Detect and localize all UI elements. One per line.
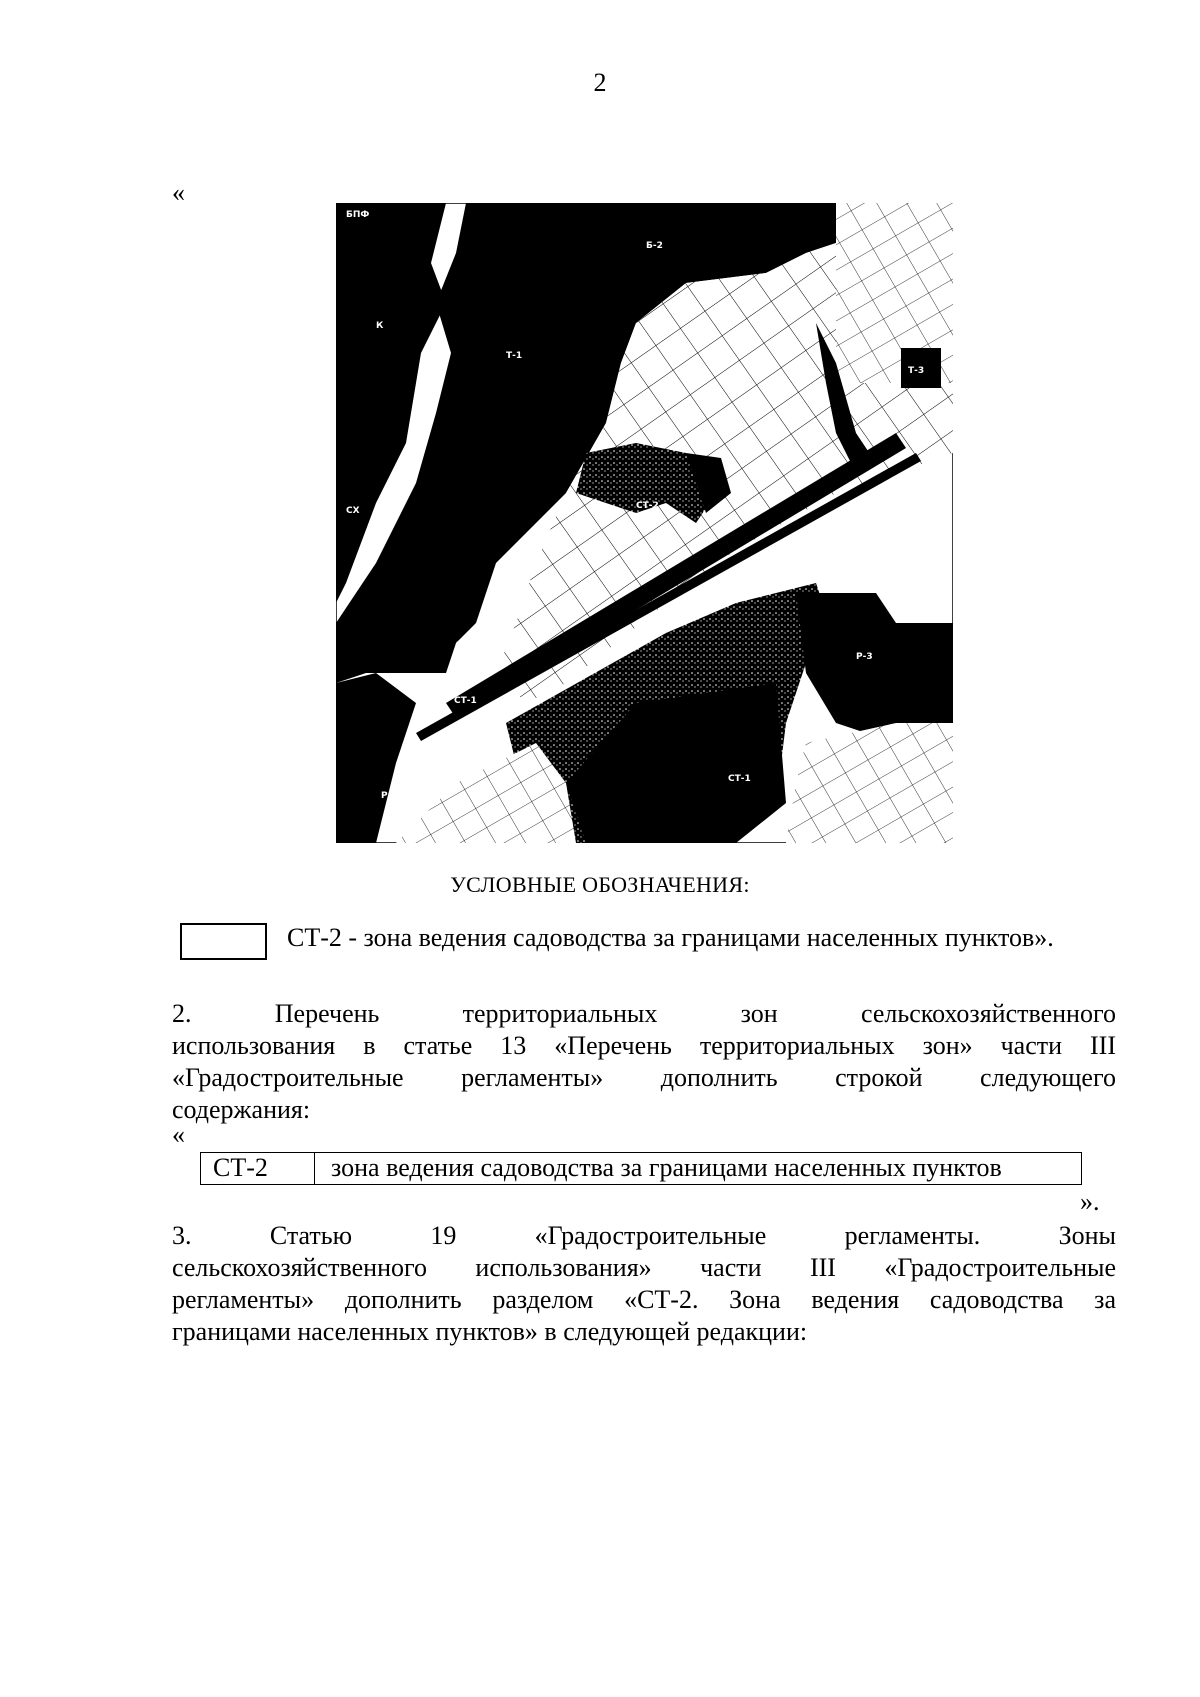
legend-item-text: СТ-2 - зона ведения садоводства за границами населенных пунктов».: [287, 923, 1054, 952]
opening-quote-mark: «: [172, 178, 185, 207]
closing-quote-mark: ».: [1080, 1187, 1100, 1216]
section-2-line: 2. Перечень территориальных зон сельскохозяйственного: [172, 999, 1116, 1028]
page-number: 2: [593, 68, 607, 97]
map-label-r3: Р-3: [856, 652, 873, 662]
section-2-line: использования в статье 13 «Перечень территориальных зон» части III: [172, 1031, 1116, 1060]
zoning-map: [336, 203, 953, 843]
map-label-r2-north: Р-2: [456, 641, 473, 651]
section-2-line: содержания:: [172, 1095, 311, 1124]
section-2-line: «Градостроительные регламенты» дополнить строкой следующего: [172, 1063, 1116, 1092]
map-label-bpf: БПФ: [346, 210, 370, 220]
map-label-b2: Б-2: [646, 241, 663, 251]
section-3-paragraph: [172, 1220, 1116, 1348]
zone-table-row: [200, 1152, 1082, 1185]
map-label-t1: Т-1: [506, 351, 523, 361]
map-label-r2-south: Р-2: [381, 791, 398, 801]
section-3-line: 3. Статью 19 «Градостроительные регламенты. Зоны: [172, 1221, 1116, 1250]
legend-title: УСЛОВНЫЕ ОБОЗНАЧЕНИЯ:: [450, 872, 750, 897]
section-2-paragraph: [172, 998, 1116, 1126]
zone-code-cell: СТ-2: [201, 1153, 315, 1184]
section-3-line: сельскохозяйственного использования» части III «Градостроительные: [172, 1253, 1116, 1282]
map-label-sx: СХ: [346, 506, 360, 516]
map-label-k: К: [376, 321, 384, 331]
map-label-st2: СТ-2: [636, 501, 659, 511]
zone-description-cell: зона ведения садоводства за границами населенных пунктов: [331, 1153, 1002, 1182]
map-label-st1-south: СТ-1: [728, 774, 751, 784]
section-3-line: регламенты» дополнить разделом «СТ-2. Зона ведения садоводства за: [172, 1285, 1116, 1314]
section-3-line: границами населенных пунктов» в следующей редакции:: [172, 1317, 808, 1346]
map-label-t3: Т-3: [908, 366, 925, 376]
legend-swatch: [180, 923, 267, 960]
opening-quote-mark-2: «: [172, 1120, 185, 1149]
map-label-st1-west: СТ-1: [454, 696, 477, 706]
